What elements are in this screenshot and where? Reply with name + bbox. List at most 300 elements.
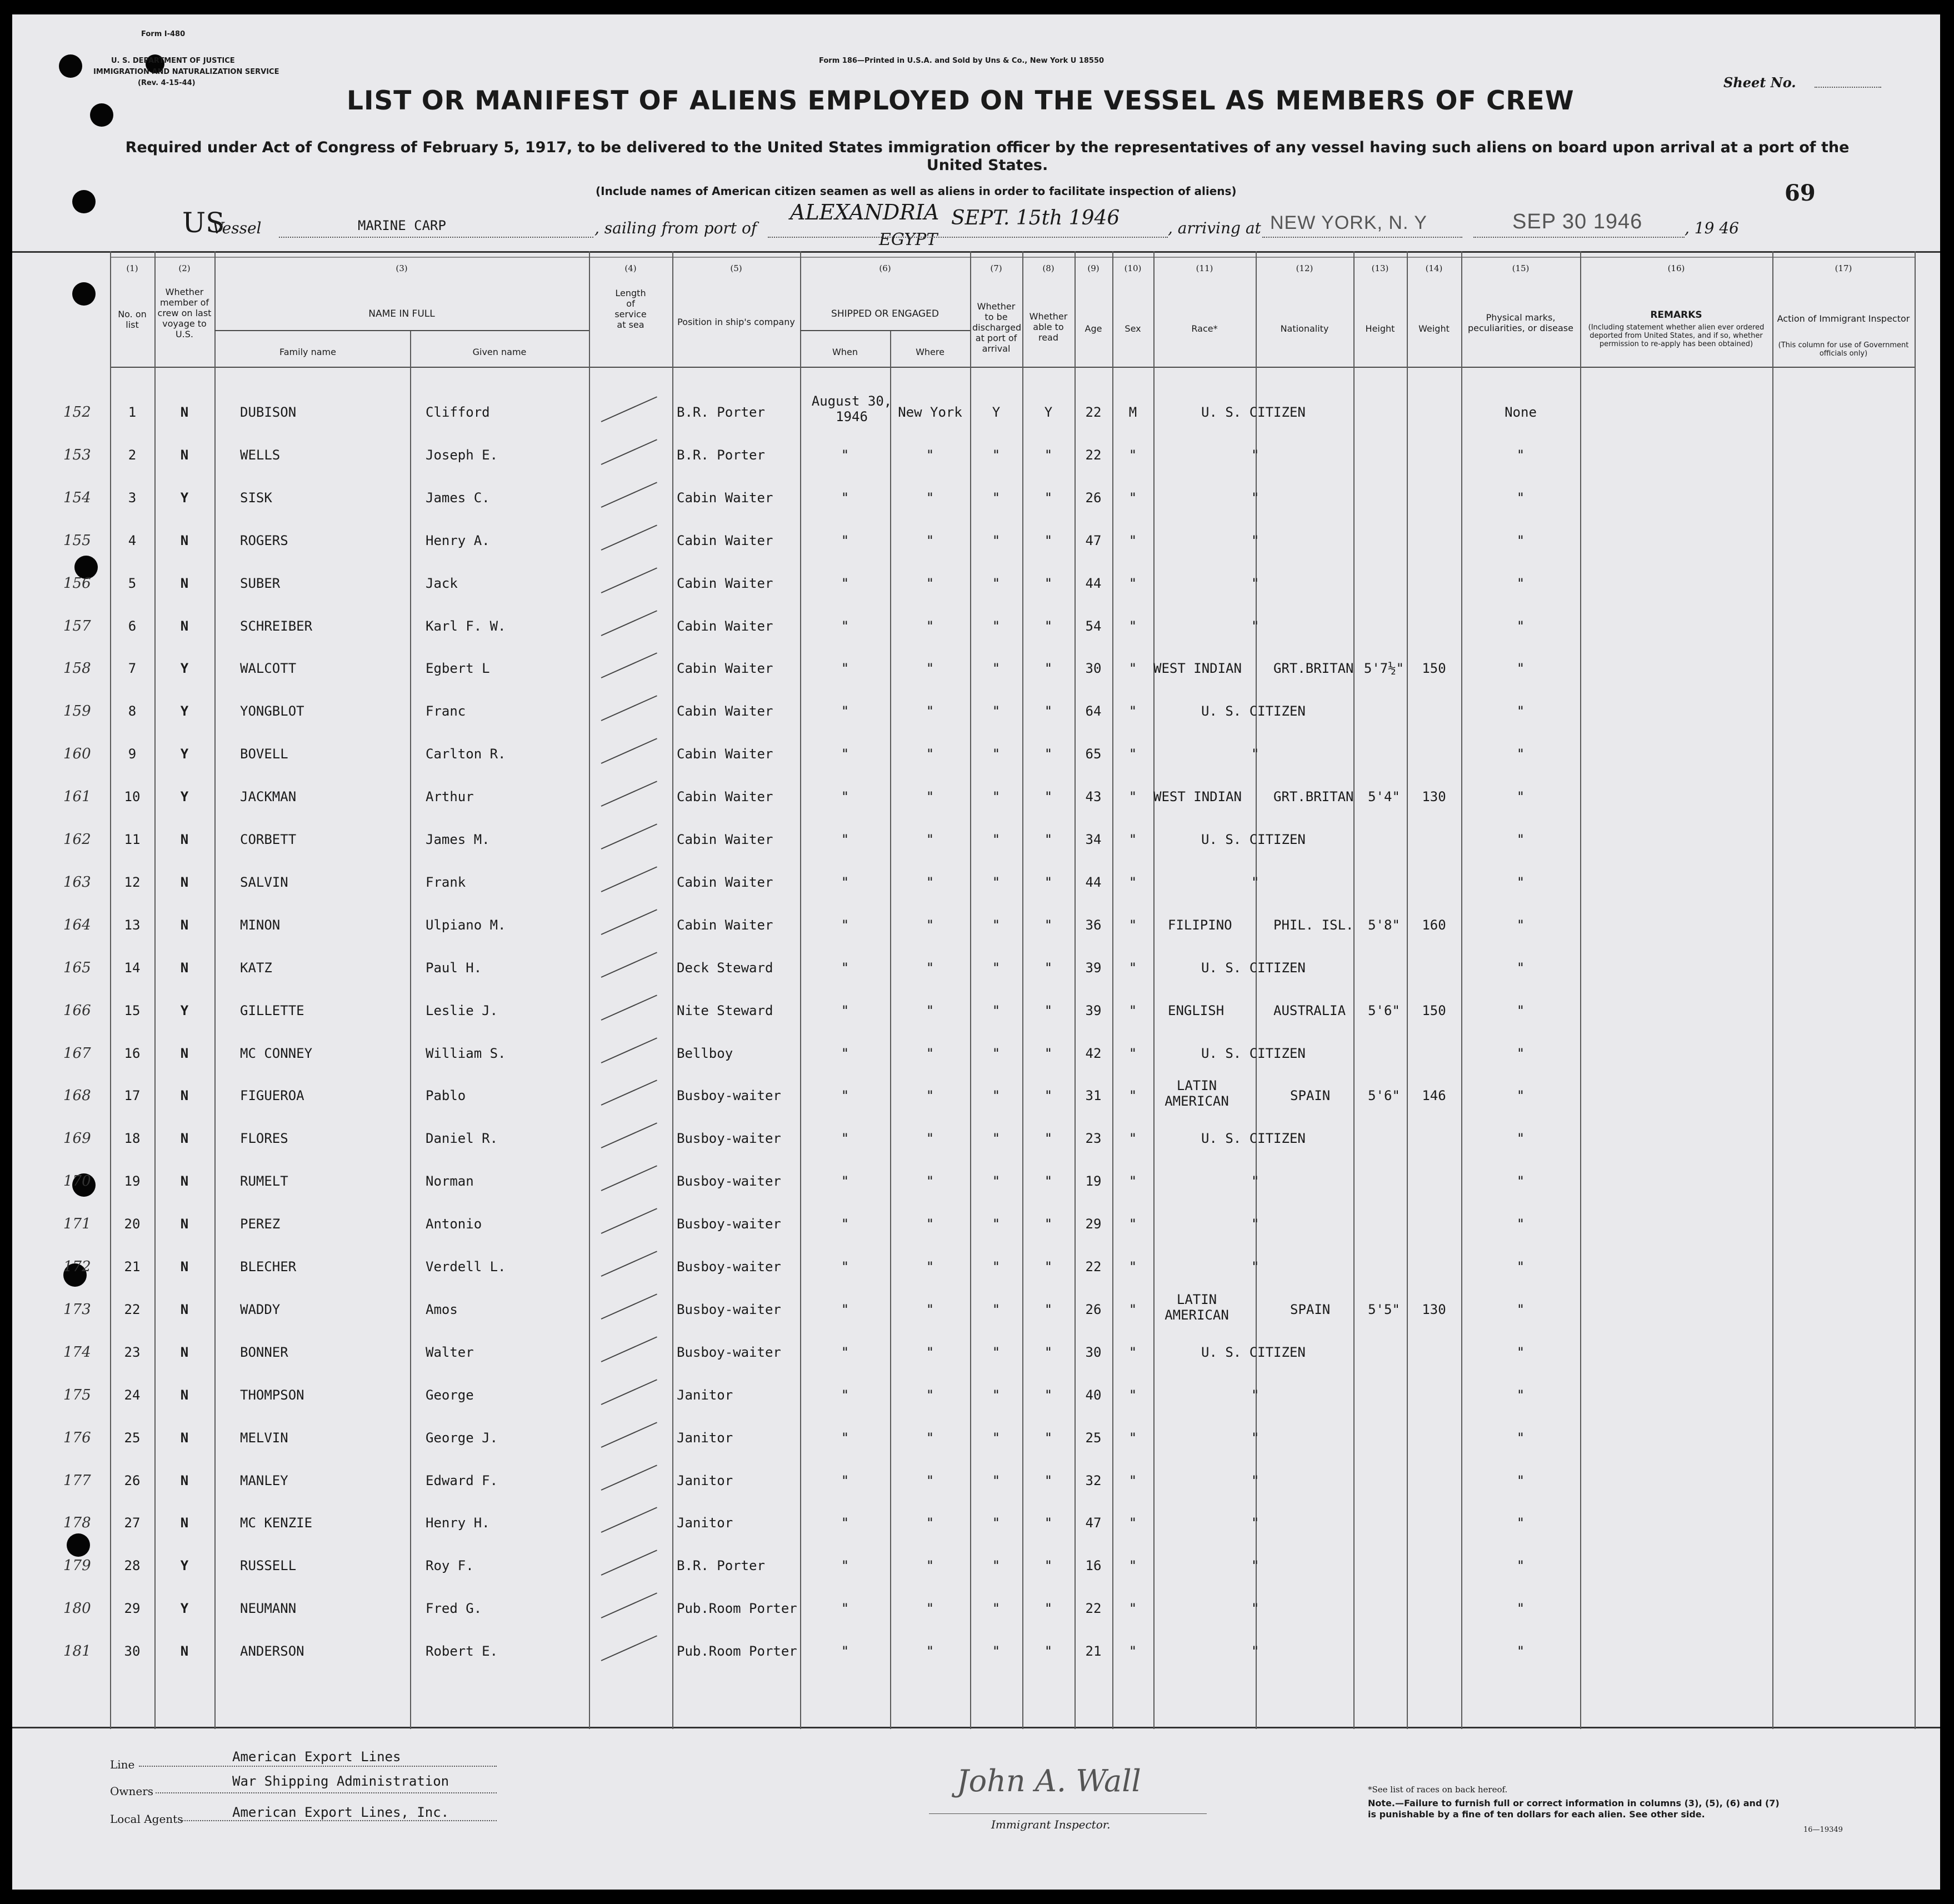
cell-no-on-list: 5 [128, 575, 137, 591]
cell-position: Janitor [677, 1472, 733, 1488]
cell-family-name: WELLS [240, 447, 281, 463]
cell-no-on-list: 22 [124, 1301, 141, 1317]
manifest-line-number: 172 [63, 1258, 91, 1275]
cell-weight: 130 [1422, 1301, 1446, 1317]
punch-hole [59, 54, 82, 78]
cell-able-to-read: " [1044, 575, 1053, 591]
cell-able-to-read: " [1044, 661, 1053, 677]
cell-discharged: " [992, 1472, 1001, 1488]
footer-line-rule [139, 1766, 497, 1767]
cell-age: 32 [1085, 1472, 1102, 1488]
cell-position: Nite Steward [677, 1002, 773, 1018]
cell-sex: M [1128, 404, 1137, 420]
manifest-line-number: 155 [63, 532, 91, 549]
cell-nationality: SPAIN [1290, 1088, 1331, 1104]
cell-physical-marks: " [1516, 1515, 1525, 1531]
cell-given-name: Karl F. W. [426, 618, 506, 634]
cell-family-name: SALVIN [240, 874, 288, 890]
cell-crew-last-voyage: Y [180, 661, 189, 677]
cell-where-shipped: " [926, 917, 934, 933]
cell-age: 22 [1085, 447, 1102, 463]
cell-age: 22 [1085, 1259, 1102, 1275]
cell-family-name: FIGUEROA [240, 1088, 304, 1104]
table-row [12, 789, 1940, 831]
cell-position: Janitor [677, 1515, 733, 1531]
cell-able-to-read: " [1044, 960, 1053, 976]
col-header-remarks-note: (Including statement whether alien ever ordered deported from United States, and if so, whether permission to re-apply has been obtained) [1588, 323, 1765, 348]
cell-crew-last-voyage: N [180, 1472, 189, 1488]
cell-when-shipped: " [841, 532, 849, 548]
cell-race: " [1251, 1558, 1260, 1574]
table-row [12, 960, 1940, 1002]
cell-when-shipped: " [841, 618, 849, 634]
col-number: (15) [1512, 263, 1530, 273]
cell-given-name: Henry H. [426, 1515, 490, 1531]
cell-when-shipped: " [841, 1558, 849, 1574]
footer-agents-label: Local Agents [110, 1812, 183, 1826]
cell-race: WEST INDIAN [1153, 661, 1242, 677]
cell-discharged: " [992, 1002, 1001, 1018]
table-row [12, 1291, 1940, 1344]
manifest-line-number: 166 [63, 1002, 91, 1019]
manifest-line-number: 176 [63, 1429, 91, 1446]
manifest-line-number: 163 [63, 873, 91, 891]
cell-age: 16 [1085, 1558, 1102, 1574]
cell-weight: 130 [1422, 789, 1446, 805]
header-bottom-rule [110, 367, 1916, 368]
cell-height: 5'6" [1368, 1002, 1400, 1018]
cell-position: Pub.Room Porter [677, 1643, 797, 1660]
cell-age: 40 [1085, 1387, 1102, 1403]
cell-position: Cabin Waiter [677, 575, 773, 591]
cell-crew-last-voyage: N [180, 917, 189, 933]
cell-when-shipped: " [841, 1002, 849, 1018]
cell-race: U. S. CITIZEN [1201, 832, 1306, 847]
cell-position: Deck Steward [677, 960, 773, 976]
cell-sex: " [1128, 1387, 1137, 1403]
cell-given-name: Ulpiano M. [426, 917, 506, 933]
cell-when-shipped: " [841, 1643, 849, 1660]
table-top-rule [12, 251, 1940, 253]
cell-where-shipped: " [926, 1515, 934, 1531]
cell-crew-last-voyage: Y [180, 1558, 189, 1574]
cell-sex: " [1128, 575, 1137, 591]
cell-where-shipped: " [926, 1601, 934, 1617]
cell-discharged: " [992, 746, 1001, 762]
cell-when-shipped: " [841, 789, 849, 805]
table-row [12, 1078, 1940, 1130]
table-row [12, 832, 1940, 874]
cell-sex: " [1128, 874, 1137, 890]
cell-crew-last-voyage: N [180, 1301, 189, 1317]
table-row [12, 746, 1940, 788]
cell-no-on-list: 8 [128, 703, 137, 719]
table-bottom-rule [12, 1727, 1940, 1728]
cell-where-shipped: " [926, 1002, 934, 1018]
cell-sex: " [1128, 1344, 1137, 1360]
cell-physical-marks: " [1516, 1643, 1525, 1660]
cell-race: U. S. CITIZEN [1201, 1045, 1306, 1061]
cell-physical-marks: " [1516, 489, 1525, 506]
cell-crew-last-voyage: Y [180, 746, 189, 762]
cell-able-to-read: " [1044, 1558, 1053, 1574]
manifest-line-number: 179 [63, 1557, 91, 1575]
cell-where-shipped: " [926, 1131, 934, 1147]
cell-discharged: " [992, 832, 1001, 847]
cell-discharged: " [992, 618, 1001, 634]
cell-weight: 150 [1422, 661, 1446, 677]
cell-physical-marks: " [1516, 746, 1525, 762]
sheet-number-field[interactable] [1815, 87, 1881, 88]
cell-family-name: GILLETTE [240, 1002, 304, 1018]
col-header-sex: Sex [1125, 323, 1141, 334]
cell-age: 22 [1085, 404, 1102, 420]
cell-physical-marks: " [1516, 1088, 1525, 1104]
cell-discharged: " [992, 1301, 1001, 1317]
cell-sex: " [1128, 960, 1137, 976]
arriving-label: , arriving at [1168, 219, 1261, 237]
cell-no-on-list: 25 [124, 1430, 141, 1446]
signature-line [929, 1813, 1207, 1814]
cell-given-name: Leslie J. [426, 1002, 498, 1018]
cell-family-name: ROGERS [240, 532, 288, 548]
cell-when-shipped: " [841, 1601, 849, 1617]
cell-family-name: CORBETT [240, 832, 297, 847]
agency-line-2: IMMIGRATION AND NATURALIZATION SERVICE [93, 68, 279, 76]
cell-able-to-read: " [1044, 1259, 1053, 1275]
col-header-no-on-list: No. on list [118, 309, 147, 330]
col-number: (2) [178, 263, 191, 273]
table-row [12, 490, 1940, 532]
cell-physical-marks: " [1516, 661, 1525, 677]
cell-race: " [1251, 746, 1260, 762]
form-code: 16—19349 [1803, 1826, 1843, 1834]
manifest-line-number: 162 [63, 831, 91, 848]
cell-position: Busboy-waiter [677, 1216, 781, 1232]
cell-age: 54 [1085, 618, 1102, 634]
cell-when-shipped: " [841, 489, 849, 506]
cell-crew-last-voyage: N [180, 1216, 189, 1232]
cell-sex: " [1128, 789, 1137, 805]
cell-given-name: Norman [426, 1173, 474, 1190]
cell-given-name: Daniel R. [426, 1131, 498, 1147]
cell-where-shipped: " [926, 703, 934, 719]
cell-age: 23 [1085, 1131, 1102, 1147]
cell-sex: " [1128, 661, 1137, 677]
cell-sex: " [1128, 1643, 1137, 1660]
cell-sex: " [1128, 1173, 1137, 1190]
cell-family-name: MC KENZIE [240, 1515, 313, 1531]
cell-no-on-list: 9 [128, 746, 137, 762]
cell-race: U. S. CITIZEN [1201, 1344, 1306, 1360]
cell-when-shipped: " [841, 1088, 849, 1104]
cell-where-shipped: " [926, 575, 934, 591]
cell-where-shipped: " [926, 489, 934, 506]
cell-given-name: Edward F. [426, 1472, 498, 1488]
cell-age: 42 [1085, 1045, 1102, 1061]
cell-physical-marks: " [1516, 832, 1525, 847]
cell-race: LATIN AMERICAN [1165, 1291, 1229, 1323]
cell-physical-marks: " [1516, 1344, 1525, 1360]
footer-owners-value: War Shipping Administration [232, 1773, 449, 1789]
table-row [12, 618, 1940, 661]
cell-no-on-list: 15 [124, 1002, 141, 1018]
cell-physical-marks: " [1516, 1045, 1525, 1061]
cell-when-shipped: " [841, 1387, 849, 1403]
manifest-line-number: 174 [63, 1343, 91, 1361]
col-number: (11) [1196, 263, 1213, 273]
cell-family-name: WADDY [240, 1301, 281, 1317]
col-header-family-name: Family name [279, 347, 336, 357]
cell-race: " [1251, 1387, 1260, 1403]
cell-discharged: " [992, 1387, 1001, 1403]
cell-age: 19 [1085, 1173, 1102, 1190]
cell-race: " [1251, 1472, 1260, 1488]
cell-age: 22 [1085, 1601, 1102, 1617]
cell-able-to-read: " [1044, 1601, 1053, 1617]
cell-where-shipped: " [926, 746, 934, 762]
col-header-race: Race* [1191, 323, 1218, 334]
cell-age: 21 [1085, 1643, 1102, 1660]
cell-position: Bellboy [677, 1045, 733, 1061]
cell-height: 5'5" [1368, 1301, 1400, 1317]
cell-when-shipped: " [841, 661, 849, 677]
col-number: (1) [126, 263, 138, 273]
cell-physical-marks: " [1516, 1601, 1525, 1617]
table-row [12, 447, 1940, 489]
cell-age: 26 [1085, 1301, 1102, 1317]
cell-crew-last-voyage: N [180, 874, 189, 890]
cell-given-name: Antonio [426, 1216, 482, 1232]
cell-no-on-list: 26 [124, 1472, 141, 1488]
cell-crew-last-voyage: Y [180, 789, 189, 805]
cell-when-shipped: " [841, 1430, 849, 1446]
footer-line-label: Line [110, 1758, 135, 1771]
cell-crew-last-voyage: N [180, 1173, 189, 1190]
cell-sex: " [1128, 1601, 1137, 1617]
cell-physical-marks: " [1516, 1430, 1525, 1446]
cell-given-name: Pablo [426, 1088, 466, 1104]
table-row [12, 1473, 1940, 1515]
arrival-date-stamp: SEP 30 1946 [1512, 210, 1643, 233]
cell-race: " [1251, 1643, 1260, 1660]
cell-able-to-read: " [1044, 532, 1053, 548]
cell-family-name: SUBER [240, 575, 281, 591]
cell-sex: " [1128, 703, 1137, 719]
col-header-nationality: Nationality [1280, 323, 1329, 334]
cell-no-on-list: 12 [124, 874, 141, 890]
cell-able-to-read: " [1044, 447, 1053, 463]
cell-discharged: " [992, 1088, 1001, 1104]
cell-physical-marks: " [1516, 917, 1525, 933]
cell-position: Busboy-waiter [677, 1088, 781, 1104]
manifest-line-number: 175 [63, 1386, 91, 1403]
cell-position: Cabin Waiter [677, 532, 773, 548]
cell-physical-marks: None [1505, 404, 1537, 420]
cell-weight: 146 [1422, 1088, 1446, 1104]
cell-physical-marks: " [1516, 1173, 1525, 1190]
manifest-line-number: 156 [63, 574, 91, 592]
cell-able-to-read: " [1044, 789, 1053, 805]
cell-crew-last-voyage: Y [180, 703, 189, 719]
cell-physical-marks: " [1516, 1002, 1525, 1018]
cell-crew-last-voyage: N [180, 1643, 189, 1660]
col-number: (5) [730, 263, 742, 273]
cell-able-to-read: " [1044, 1216, 1053, 1232]
cell-crew-last-voyage: N [180, 447, 189, 463]
cell-age: 65 [1085, 746, 1102, 762]
cell-age: 25 [1085, 1430, 1102, 1446]
cell-no-on-list: 20 [124, 1216, 141, 1232]
cell-race: FILIPINO [1168, 917, 1232, 933]
footer-owners-label: Owners [110, 1785, 154, 1798]
cell-able-to-read: " [1044, 1002, 1053, 1018]
manifest-line-number: 168 [63, 1087, 91, 1105]
cell-given-name: Walter [426, 1344, 474, 1360]
vessel-name: MARINE CARP [358, 218, 446, 233]
cell-crew-last-voyage: N [180, 960, 189, 976]
cell-nationality: SPAIN [1290, 1301, 1331, 1317]
cell-family-name: BLECHER [240, 1259, 297, 1275]
cell-when-shipped: " [841, 575, 849, 591]
cell-where-shipped: " [926, 661, 934, 677]
punch-hole [72, 282, 96, 306]
cell-crew-last-voyage: N [180, 1515, 189, 1531]
cell-crew-last-voyage: Y [180, 489, 189, 506]
cell-discharged: " [992, 1045, 1001, 1061]
cell-where-shipped: " [926, 1344, 934, 1360]
table-row [12, 1601, 1940, 1643]
cell-where-shipped: " [926, 1643, 934, 1660]
cell-able-to-read: " [1044, 1344, 1053, 1360]
cell-discharged: " [992, 447, 1001, 463]
cell-given-name: Franc [426, 703, 466, 719]
cell-position: Cabin Waiter [677, 489, 773, 506]
cell-race: LATIN AMERICAN [1165, 1078, 1229, 1110]
cell-able-to-read: Y [1044, 404, 1053, 420]
col-header-given-name: Given name [472, 347, 527, 357]
col-number: (10) [1124, 263, 1142, 273]
cell-able-to-read: " [1044, 1472, 1053, 1488]
footer-agents-rule [180, 1820, 497, 1821]
cell-physical-marks: " [1516, 447, 1525, 463]
cell-able-to-read: " [1044, 917, 1053, 933]
sailing-date: SEPT. 15th 1946 [951, 207, 1120, 229]
cell-race: " [1251, 1216, 1260, 1232]
cell-physical-marks: " [1516, 703, 1525, 719]
cell-position: Cabin Waiter [677, 874, 773, 890]
col-header-remarks: REMARKS [1650, 309, 1702, 321]
cell-age: 29 [1085, 1216, 1102, 1232]
cell-physical-marks: " [1516, 1387, 1525, 1403]
cell-when-shipped: " [841, 960, 849, 976]
manifest-line-number: 160 [63, 746, 91, 763]
col-header-age: Age [1085, 323, 1102, 334]
cell-where-shipped: " [926, 874, 934, 890]
cell-given-name: George [426, 1387, 474, 1403]
manifest-line-number: 157 [63, 617, 91, 634]
col-header-where: Where [916, 347, 944, 357]
cell-when-shipped: " [841, 703, 849, 719]
cell-position: Cabin Waiter [677, 789, 773, 805]
cell-given-name: Robert E. [426, 1643, 498, 1660]
cell-when-shipped: " [841, 1045, 849, 1061]
table-row [12, 703, 1940, 746]
col-header-crew-last-voyage: Whether member of crew on last voyage to U.S. [157, 287, 212, 339]
cell-discharged: " [992, 532, 1001, 548]
manifest-line-number: 158 [63, 660, 91, 677]
cell-where-shipped: " [926, 1387, 934, 1403]
col-header-physical-marks: Physical marks, peculiarities, or disease [1468, 312, 1573, 333]
cell-family-name: YONGBLOT [240, 703, 304, 719]
cell-race: " [1251, 1515, 1260, 1531]
table-row [12, 661, 1940, 703]
cell-physical-marks: " [1516, 960, 1525, 976]
cell-family-name: MANLEY [240, 1472, 288, 1488]
cell-age: 39 [1085, 960, 1102, 976]
cell-no-on-list: 24 [124, 1387, 141, 1403]
table-row [12, 1216, 1940, 1258]
cell-given-name: Carlton R. [426, 746, 506, 762]
cell-given-name: Roy F. [426, 1558, 474, 1574]
cell-no-on-list: 11 [124, 832, 141, 847]
manifest-line-number: 173 [63, 1301, 91, 1318]
table-row [12, 1430, 1940, 1472]
cell-given-name: Henry A. [426, 532, 490, 548]
form-title: LIST OR MANIFEST OF ALIENS EMPLOYED ON THE VESSEL AS MEMBERS OF CREW [347, 86, 1575, 116]
manifest-line-number: 178 [63, 1515, 91, 1532]
cell-crew-last-voyage: N [180, 532, 189, 548]
cell-no-on-list: 3 [128, 489, 137, 506]
cell-where-shipped: " [926, 1558, 934, 1574]
cell-no-on-list: 10 [124, 789, 141, 805]
col-number: (13) [1371, 263, 1389, 273]
col-number: (16) [1667, 263, 1685, 273]
cell-race: " [1251, 1259, 1260, 1275]
cell-no-on-list: 4 [128, 532, 137, 548]
cell-family-name: DUBISON [240, 404, 297, 420]
cell-discharged: " [992, 1259, 1001, 1275]
include-note: (Include names of American citizen seamen as well as aliens in order to facilitate inspection of aliens) [596, 184, 1237, 198]
table-row [12, 1643, 1940, 1686]
table-row [12, 1515, 1940, 1557]
cell-race: ENGLISH [1168, 1002, 1225, 1018]
cell-no-on-list: 7 [128, 661, 137, 677]
cell-crew-last-voyage: N [180, 1045, 189, 1061]
cell-sex: " [1128, 1045, 1137, 1061]
sailing-label: , sailing from port of [594, 219, 757, 237]
cell-where-shipped: " [926, 1301, 934, 1317]
cell-when-shipped: " [841, 1301, 849, 1317]
cell-no-on-list: 19 [124, 1173, 141, 1190]
cell-physical-marks: " [1516, 1216, 1525, 1232]
col-header-height: Height [1365, 323, 1395, 334]
cell-crew-last-voyage: N [180, 1088, 189, 1104]
manifest-line-number: 154 [63, 489, 91, 506]
cell-crew-last-voyage: N [180, 1387, 189, 1403]
cell-where-shipped: " [926, 1259, 934, 1275]
cell-where-shipped: " [926, 447, 934, 463]
cell-crew-last-voyage: N [180, 1344, 189, 1360]
cell-sex: " [1128, 1558, 1137, 1574]
cell-where-shipped: " [926, 1216, 934, 1232]
cell-sex: " [1128, 1430, 1137, 1446]
table-row [12, 1558, 1940, 1600]
cell-position: Cabin Waiter [677, 746, 773, 762]
cell-crew-last-voyage: N [180, 832, 189, 847]
cell-when-shipped: " [841, 874, 849, 890]
cell-family-name: KATZ [240, 960, 272, 976]
